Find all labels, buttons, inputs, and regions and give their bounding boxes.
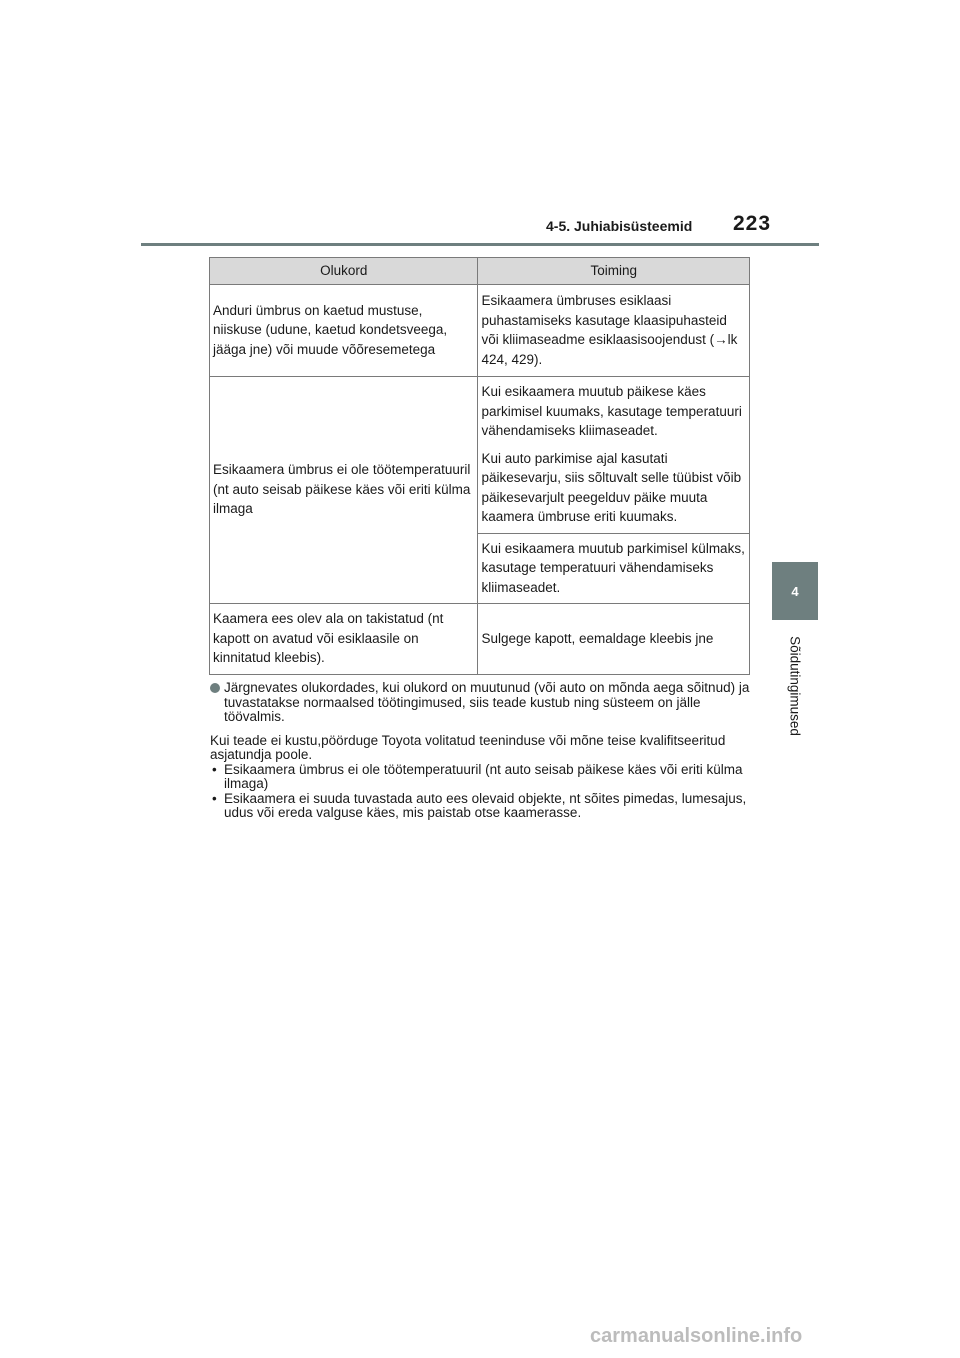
section-title: 4-5. Juhiabisüsteemid (546, 218, 693, 234)
table-header-row (210, 258, 750, 285)
note-text: Järgnevates olukordades, kui olukord on muutunud (või auto on mõnda aega sõitnud) ja tuvastatakse normaalsed töötingimused, siis teade kustub ning süsteem on jälle töövalmis. (224, 680, 750, 724)
list-item-text: Esikaamera ümbrus ei ole töötemperatuuril (nt auto seisab päikese käes või eriti külma ilmaga) (224, 761, 743, 791)
action-cell (478, 377, 750, 534)
list-item (210, 763, 755, 792)
table-row (210, 285, 750, 377)
action-cell (478, 533, 750, 604)
action-cell (478, 604, 750, 675)
action-text: Sulgege kapott, eemaldage kleebis jne (481, 630, 714, 646)
situation-text: Kaamera ees olev ala on takistatud (nt kapott on avatud või esiklaasile on kinnitatud kleebis). (213, 611, 444, 665)
action-text: Kui esikaamera muutub parkimisel külmaks, kasutage temperatuuri vähendamiseks kliimaseadet. (481, 540, 745, 595)
paragraph: Kui teade ei kustu,pöörduge Toyota volitatud teeninduse või mõne teise kvalifitseeritud asjatundja poole. (210, 732, 726, 762)
situation-cell (210, 285, 478, 377)
situation-text: Anduri ümbrus on kaetud mustuse, niiskuse (udune, kaetud kondetsveega, jääga jne) või muude võõresemetega (213, 302, 448, 357)
body-text (210, 681, 755, 821)
action-text: Esikaamera ümbruses esiklaasi puhastamiseks kasutage klaasipuhasteid või kliimaseadme esiklaasisoojendust (→lk 424, 429). (481, 293, 738, 367)
situation-cell (210, 377, 478, 604)
page-number: 223 (733, 212, 772, 235)
chapter-number: 4 (791, 583, 799, 599)
list-item (210, 792, 755, 821)
list-bullet-icon: • (212, 761, 217, 777)
action-cell (478, 285, 750, 377)
list-item-text: Esikaamera ei suuda tuvastada auto ees olevaid objekte, nt sõites pimedas, lumesajus, udus või ereda valguse käes, mis paistab otse kaamerasse. (224, 790, 747, 820)
column-header-action: Toiming (478, 258, 750, 285)
situation-text: Esikaamera ümbrus ei ole töötemperatuuril (nt auto seisab päikese käes või eriti külma ilmaga (213, 462, 471, 517)
chapter-tab (772, 562, 818, 620)
column-header-situation: Olukord (210, 258, 478, 285)
table-row (210, 604, 750, 675)
table-row (210, 377, 750, 534)
header-divider (141, 243, 819, 246)
troubleshooting-table (209, 257, 750, 675)
watermark: carmanualsonline.info (590, 1325, 803, 1347)
action-text: Kui esikaamera muutub päikese käes parkimisel kuumaks, kasutage temperatuuri vähendamiseks kliimaseadet. (481, 384, 742, 438)
note-bullet (210, 681, 755, 725)
list-bullet-icon: • (212, 790, 217, 806)
situation-cell (210, 604, 478, 675)
chapter-label: Sõidutingimused (787, 636, 803, 736)
action-text: Kui auto parkimise ajal kasutati päikesevarju, siis sõltuvalt selle tüübist võib päikesevarjult peegelduv päike muuta kaamera ümbruse eriti kuumaks. (481, 450, 742, 524)
bullet-dot-icon (210, 683, 220, 693)
